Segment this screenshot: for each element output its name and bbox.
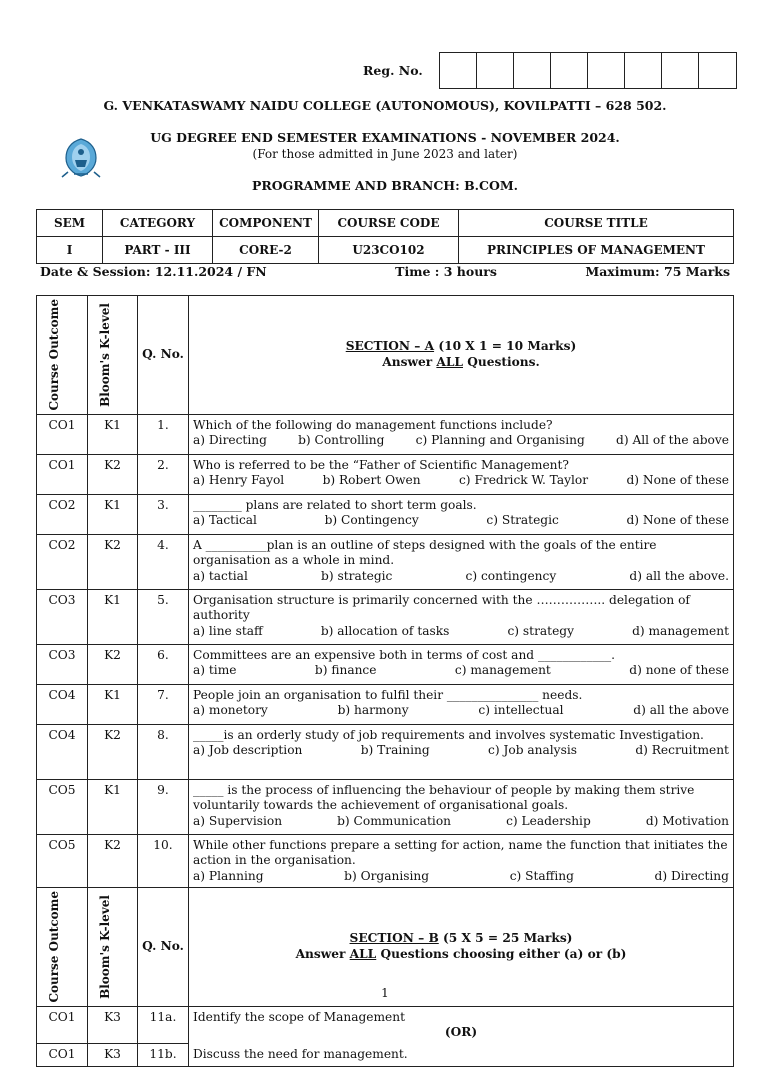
course-outcome: CO2: [37, 534, 88, 589]
reg-no-box: [588, 53, 625, 88]
question-row: [37, 644, 734, 684]
option-text: c) management: [454, 663, 551, 678]
option-text: d) Recruitment: [635, 743, 729, 758]
question-text: Organisation structure is primarily concerned with the …………….. delegation of authority: [193, 592, 690, 623]
question-options: [193, 569, 729, 585]
section-b-title-marks: (5 X 5 = 25 Marks): [438, 931, 573, 946]
reg-no-box: [551, 53, 588, 88]
course-code-value: U23CO102: [319, 237, 459, 264]
bloom-col-header-text: Bloom's K-level: [97, 894, 112, 999]
option-text: a) monetory: [193, 703, 268, 718]
section-b-title-label: SECTION – B: [349, 931, 439, 946]
bloom-level: K2: [88, 534, 138, 589]
exam-title: UG DEGREE END SEMESTER EXAMINATIONS - NOVEMBER 2024.: [150, 130, 620, 145]
section-b-instruction-all: ALL: [349, 946, 377, 961]
question-options: [193, 473, 729, 489]
question-cell: [189, 1006, 734, 1044]
questions-body: [37, 296, 734, 1067]
option-text: d) all the above: [633, 703, 729, 718]
question-row: [37, 724, 734, 779]
question-cell: [189, 644, 734, 684]
bloom-level: K2: [88, 724, 138, 779]
option-text: b) harmony: [337, 703, 409, 718]
section-a-heading: [189, 296, 734, 415]
question-number: 8.: [138, 724, 189, 779]
question-text: _____ is the process of influencing the behaviour of people by making them strive voluntarily towards the achievement of organisational goals.: [193, 782, 695, 813]
reg-no-box: [477, 53, 514, 88]
bloom-level: K1: [88, 779, 138, 834]
option-text: c) Fredrick W. Taylor: [458, 473, 589, 488]
question-number: 6.: [138, 644, 189, 684]
reg-no-block: [363, 52, 737, 89]
question-text: ________ plans are related to short term goals.: [193, 497, 477, 512]
question-number: 5.: [138, 589, 189, 644]
option-text: a) Directing: [193, 433, 267, 448]
question-row: [37, 414, 734, 454]
option-text: d) management: [632, 623, 729, 638]
question-options: [193, 513, 729, 529]
bloom-level: K1: [88, 494, 138, 534]
question-text: _____is an orderly study of job requirements and involves systematic Investigation.: [193, 727, 704, 742]
section-b-instruction: [193, 947, 729, 963]
option-text: d) none of these: [629, 663, 729, 678]
question-number: 3.: [138, 494, 189, 534]
question-options: [193, 703, 729, 719]
max-marks: Maximum: 75 Marks: [585, 264, 730, 279]
college-name: G. VENKATASWAMY NAIDU COLLEGE (AUTONOMOUS), KOVILPATTI – 628 502.: [103, 98, 667, 113]
question-number: 7.: [138, 684, 189, 724]
question-row: [37, 684, 734, 724]
exam-details-line: [40, 264, 730, 279]
option-text: d) Directing: [654, 868, 729, 883]
question-row: [37, 779, 734, 834]
co-col-header-text: Course Outcome: [47, 299, 61, 411]
question-cell: [189, 724, 734, 779]
question-text: Which of the following do management functions include?: [193, 417, 553, 432]
reg-no-label: Reg. No.: [363, 63, 423, 78]
exam-time: Time : 3 hours: [395, 264, 497, 279]
course-outcome: CO2: [37, 494, 88, 534]
course-outcome: CO1: [37, 1006, 88, 1044]
questions-table: [36, 295, 734, 1067]
bloom-level: K3: [88, 1006, 138, 1044]
question-row: [37, 834, 734, 888]
reg-no-box: [699, 53, 736, 88]
course-outcome: CO5: [37, 779, 88, 834]
question-cell: [189, 534, 734, 589]
question-options: [193, 743, 729, 759]
bloom-col-header: [88, 296, 138, 415]
page-number: 1: [381, 986, 389, 1000]
question-text: Committees are an expensive both in terms of cost and ____________.: [193, 647, 615, 662]
question-cell: [189, 834, 734, 888]
question-text: Identify the scope of Management: [193, 1009, 405, 1024]
bloom-level: K1: [88, 414, 138, 454]
question-options: [193, 814, 729, 830]
question-cell: [189, 779, 734, 834]
question-cell: [189, 1044, 734, 1067]
course-outcome: CO3: [37, 644, 88, 684]
section-b-instruction-post: Questions choosing either (a) or (b): [376, 946, 627, 961]
question-number: 10.: [138, 834, 189, 888]
course-info-table: [36, 209, 734, 264]
section-a-instruction-pre: Answer: [382, 354, 437, 369]
question-number: 11b.: [138, 1044, 189, 1067]
section-a-title: [193, 339, 729, 355]
question-number: 4.: [138, 534, 189, 589]
bloom-level: K3: [88, 1044, 138, 1067]
question-number: 11a.: [138, 1006, 189, 1044]
admitted-note: (For those admitted in June 2023 and later): [252, 147, 518, 161]
course-outcome: CO1: [37, 414, 88, 454]
reg-no-box: [440, 53, 477, 88]
section-a-instruction-post: Questions.: [463, 354, 540, 369]
option-text: d) All of the above: [616, 433, 729, 448]
course-info-value-row: [37, 237, 734, 264]
question-row: [37, 534, 734, 589]
sem-header: SEM: [37, 210, 103, 237]
reg-no-box: [662, 53, 699, 88]
question-row: [37, 454, 734, 494]
question-options: [193, 869, 729, 885]
course-title-value: PRINCIPLES OF MANAGEMENT: [459, 237, 734, 264]
bloom-level: K2: [88, 644, 138, 684]
reg-no-box: [625, 53, 662, 88]
bloom-level: K1: [88, 589, 138, 644]
bloom-level: K1: [88, 684, 138, 724]
programme-branch: PROGRAMME AND BRANCH: B.COM.: [251, 178, 519, 193]
option-text: a) line staff: [193, 623, 263, 638]
component-header: COMPONENT: [213, 210, 319, 237]
reg-no-boxes: [439, 52, 737, 89]
course-outcome: CO3: [37, 589, 88, 644]
option-text: a) Job description: [193, 743, 303, 758]
course-info-header-row: [37, 210, 734, 237]
option-text: c) Staffing: [509, 868, 574, 883]
question-text: Discuss the need for management.: [193, 1046, 408, 1061]
option-text: c) strategy: [507, 623, 574, 638]
question-cell: [189, 454, 734, 494]
or-separator: (OR): [444, 1025, 478, 1040]
option-text: b) Contingency: [324, 513, 419, 528]
option-text: d) None of these: [626, 473, 729, 488]
option-text: b) strategic: [321, 568, 393, 583]
option-text: b) Organising: [344, 868, 430, 883]
question-cell: [189, 684, 734, 724]
option-text: a) tactial: [193, 568, 248, 583]
section-a-instruction: [193, 355, 729, 371]
option-text: a) Planning: [193, 868, 264, 883]
option-text: b) Controlling: [298, 433, 385, 448]
bloom-col-header-text: Bloom's K-level: [97, 302, 112, 407]
option-text: a) Tactical: [193, 513, 257, 528]
course-outcome: CO1: [37, 454, 88, 494]
course-outcome: CO5: [37, 834, 88, 888]
question-cell: [189, 414, 734, 454]
option-text: b) Training: [360, 743, 430, 758]
category-value: PART - III: [103, 237, 213, 264]
option-text: a) Supervision: [193, 813, 283, 828]
option-text: c) contingency: [465, 568, 557, 583]
course-code-header: COURSE CODE: [319, 210, 459, 237]
question-row: [37, 1044, 734, 1067]
section-b-instruction-pre: Answer: [295, 946, 350, 961]
question-text: People join an organisation to fulfil their _______________ needs.: [193, 687, 583, 702]
question-number: 9.: [138, 779, 189, 834]
bloom-level: K2: [88, 454, 138, 494]
bloom-level: K2: [88, 834, 138, 888]
qno-col-header: Q. No.: [138, 296, 189, 415]
question-text: While other functions prepare a setting for action, name the function that initiates the action in the organisation.: [193, 837, 728, 868]
course-title-header: COURSE TITLE: [459, 210, 734, 237]
option-text: d) None of these: [626, 513, 729, 528]
co-col-header-text: Course Outcome: [47, 891, 61, 1003]
question-options: [193, 624, 729, 640]
option-text: c) Job analysis: [488, 743, 577, 758]
section-a-instruction-all: ALL: [436, 354, 463, 369]
section-a-header-row: [37, 296, 734, 415]
option-text: d) all the above.: [629, 568, 729, 583]
option-text: a) time: [193, 663, 237, 678]
qno-col-header: Q. No.: [138, 888, 189, 1007]
date-session: Date & Session: 12.11.2024 / FN: [40, 264, 267, 279]
question-row: [37, 1006, 734, 1044]
option-text: b) finance: [314, 663, 377, 678]
question-number: 1.: [138, 414, 189, 454]
question-cell: [189, 494, 734, 534]
course-outcome: CO4: [37, 724, 88, 779]
option-text: c) Leadership: [506, 813, 591, 828]
question-cell: [189, 589, 734, 644]
course-outcome: CO4: [37, 684, 88, 724]
question-number: 2.: [138, 454, 189, 494]
question-row: [37, 494, 734, 534]
sem-value: I: [37, 237, 103, 264]
option-text: b) allocation of tasks: [320, 623, 450, 638]
question-options: [193, 663, 729, 679]
option-text: d) Motivation: [645, 813, 729, 828]
question-options: [193, 433, 729, 449]
section-b-title: [193, 931, 729, 947]
option-text: a) Henry Fayol: [193, 473, 285, 488]
option-text: b) Communication: [337, 813, 452, 828]
option-text: c) Strategic: [486, 513, 559, 528]
section-a-title-marks: (10 X 1 = 10 Marks): [434, 339, 577, 354]
reg-no-box: [514, 53, 551, 88]
course-outcome: CO1: [37, 1044, 88, 1067]
section-a-title-label: SECTION – A: [345, 339, 435, 354]
category-header: CATEGORY: [103, 210, 213, 237]
option-text: c) intellectual: [478, 703, 564, 718]
component-value: CORE-2: [213, 237, 319, 264]
question-text: Who is referred to be the “Father of Scientific Management?: [193, 457, 569, 472]
option-text: b) Robert Owen: [322, 473, 421, 488]
co-col-header: [37, 296, 88, 415]
question-text: A __________plan is an outline of steps designed with the goals of the entire organisation as a whole in mind.: [193, 537, 657, 568]
option-text: c) Planning and Organising: [415, 433, 585, 448]
question-row: [37, 589, 734, 644]
